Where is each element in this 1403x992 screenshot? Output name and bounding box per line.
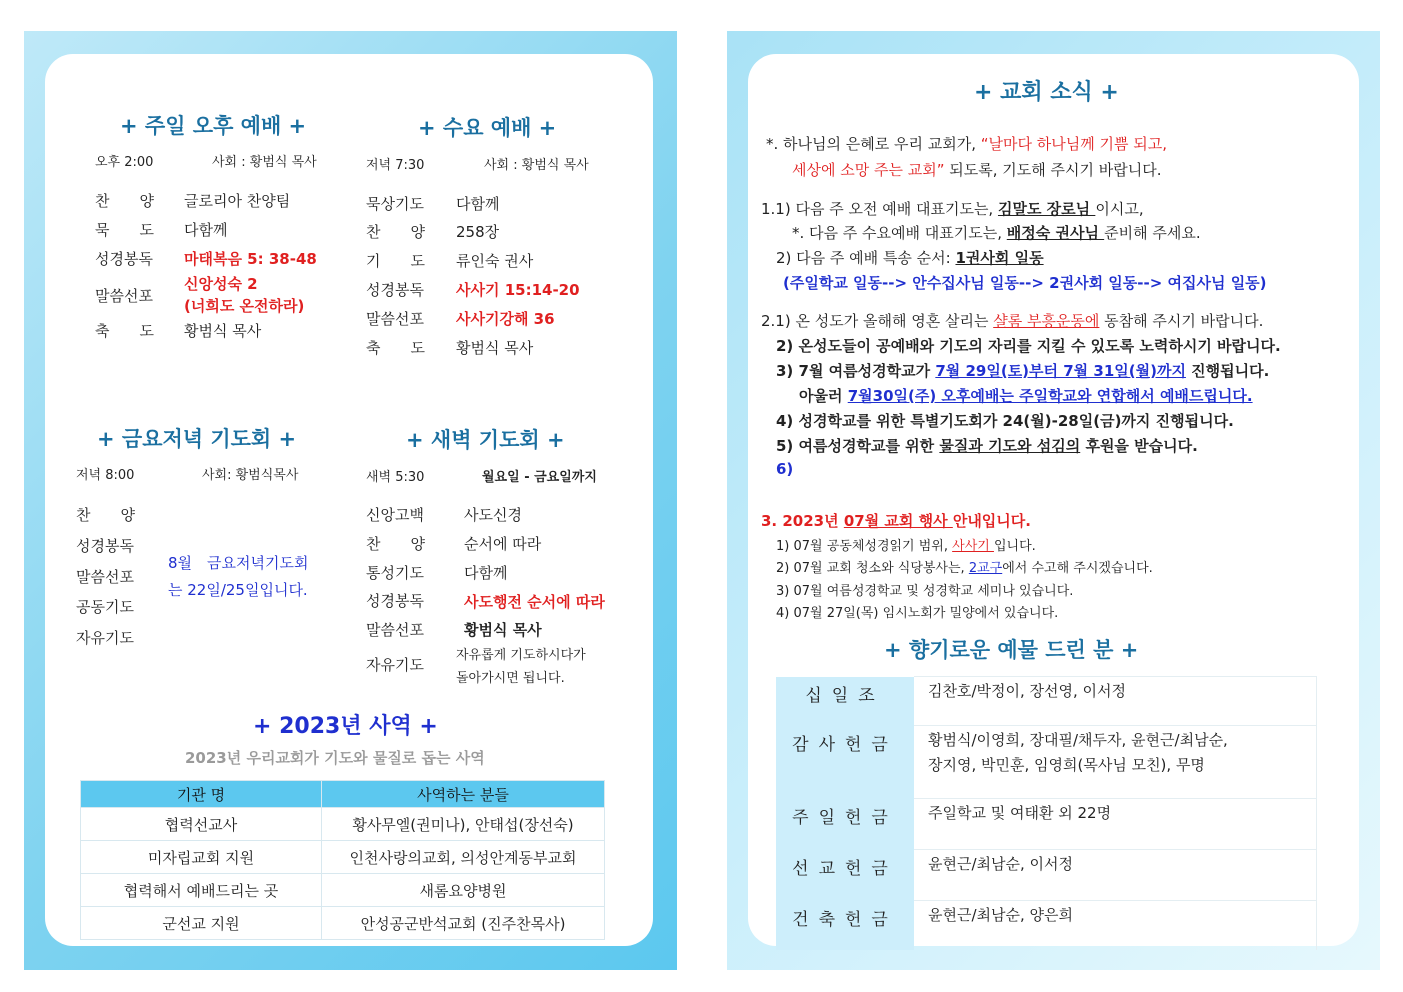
- offering-value: 김찬호/박정이, 장선영, 이서정: [914, 677, 1317, 726]
- offering-label: 감사헌금: [776, 726, 914, 799]
- sunday-value-2: 마태복음 5: 38-48: [184, 250, 317, 268]
- friday-note-line1: 8월 금요저녁기도회: [168, 554, 309, 572]
- intro-line1: *. 하나님의 은혜로 우리 교회가, “날마다 하나님께 기쁨 되고,: [766, 135, 1167, 153]
- mission-people: 황사무엘(권미나), 안태섭(장선숙): [322, 808, 605, 841]
- sunday-value-4: 황범식 목사: [184, 322, 262, 340]
- news-2-2: 2) 온성도들이 공예배와 기도의 자리를 지킬 수 있도록 노력하시기 바랍니다.: [776, 337, 1281, 355]
- sunday-value-0: 글로리아 찬양팀: [184, 192, 291, 210]
- dawn-label-4: 말씀선포: [366, 621, 424, 639]
- mission-header-row: [81, 781, 605, 808]
- table-row: [81, 874, 605, 907]
- mission-org: 군선교 지원: [81, 907, 322, 940]
- offering-value: 윤현근/최남순, 양은희: [914, 901, 1317, 950]
- church-news-title: + 교회 소식 +: [974, 80, 1119, 105]
- dawn-label-2: 통성기도: [366, 564, 424, 582]
- friday-label-3: 공동기도: [76, 598, 134, 616]
- mission-org: 협력해서 예배드리는 곳: [81, 874, 322, 907]
- dawn-value-3: 사도행전 순서에 따라: [464, 593, 605, 611]
- dawn-days: 월요일 - 금요일까지: [482, 470, 597, 485]
- dawn-value-4: 황범식 목사: [464, 621, 542, 639]
- news-2-4: 4) 성경학교를 위한 특별기도회가 24(월)-28일(금)까지 진행됩니다.: [776, 412, 1234, 430]
- news-2-3: 3) 7월 여름성경학교가 7월 29일(토)부터 7월 31일(월)까지 진행됩니다.: [776, 362, 1270, 380]
- friday-prayer-title: + 금요저녁 기도회 +: [97, 427, 297, 451]
- event-1: 1) 07월 공동체성경읽기 범위, 사사기 입니다.: [776, 539, 1036, 554]
- wednesday-value-2: 류인숙 권사: [456, 252, 534, 270]
- wednesday-label-1: 찬 양: [366, 223, 425, 241]
- dawn-label-3: 성경봉독: [366, 592, 424, 610]
- friday-label-2: 말씀선포: [76, 568, 134, 586]
- dawn-value-1: 순서에 따라: [464, 535, 542, 553]
- sunday-label-0: 찬 양: [95, 192, 154, 210]
- news-1-2: 2) 다음 주 예배 특송 순서: 1권사회 일동: [776, 249, 1044, 267]
- events-title: 3. 2023년 07월 교회 행사 안내입니다.: [761, 512, 1031, 530]
- sunday-value-3b: (너희도 온전하라): [184, 297, 305, 315]
- offering-label: 선교헌금: [776, 850, 914, 901]
- friday-label-1: 성경봉독: [76, 537, 134, 555]
- sunday-label-3: 말씀선포: [95, 287, 153, 305]
- friday-time: 저녁 8:00: [76, 468, 135, 483]
- wednesday-value-5: 황범식 목사: [456, 339, 534, 357]
- dawn-time: 새벽 5:30: [366, 470, 425, 485]
- offering-label: 건축헌금: [776, 901, 914, 950]
- wednesday-host: 사회 : 황범식 목사: [484, 158, 589, 173]
- event-4: 4) 07월 27일(목) 임시노회가 밀양에서 있습니다.: [776, 606, 1059, 621]
- intro-line2: 세상에 소망 주는 교회” 되도록, 기도해 주시기 바랍니다.: [792, 161, 1162, 179]
- dawn-label-1: 찬 양: [366, 535, 425, 553]
- mission-table: [80, 780, 605, 940]
- offering-label: 십일조: [776, 677, 914, 726]
- table-row: [776, 726, 1317, 799]
- offering-value: 황범식/이영희, 장대필/채두자, 윤현근/최남순, 장지영, 박민훈, 임영희(목사님 모친), 무명: [914, 726, 1317, 799]
- wednesday-service-title: + 수요 예배 +: [418, 116, 557, 140]
- wednesday-value-1: 258장: [456, 223, 500, 241]
- wednesday-value-0: 다함께: [456, 195, 500, 213]
- table-row: [776, 901, 1317, 950]
- offering-value: 윤현근/최남순, 이서정: [914, 850, 1317, 901]
- news-2-3-joint: 아울러 7월30일(주) 오후예배는 주일학교와 연합해서 예배드립니다.: [799, 387, 1253, 405]
- friday-label-4: 자유기도: [76, 629, 134, 647]
- sunday-value-1: 다함께: [184, 221, 228, 239]
- sunday-label-4: 축 도: [95, 322, 154, 340]
- sunday-service-title: + 주일 오후 예배 +: [120, 114, 307, 138]
- offering-value: 주일학교 및 여태환 외 22명: [914, 799, 1317, 850]
- news-1-1-wed: *. 다음 주 수요예배 대표기도는, 배정숙 권사님 준비해 주세요.: [792, 224, 1201, 242]
- mission-title: + 2023년 사역 +: [253, 714, 438, 739]
- dawn-label-0: 신앙고백: [366, 506, 424, 524]
- mission-subtitle: 2023년 우리교회가 기도와 물질로 돕는 사역: [185, 749, 485, 767]
- table-row: [81, 841, 605, 874]
- offering-label: 주일헌금: [776, 799, 914, 850]
- offering-table: [776, 676, 1317, 950]
- dawn-value-2: 다함께: [464, 564, 508, 582]
- wednesday-label-2: 기 도: [366, 252, 425, 270]
- friday-label-0: 찬 양: [76, 506, 135, 524]
- mission-org: 미자립교회 지원: [81, 841, 322, 874]
- sunday-host: 사회 : 황범식 목사: [212, 155, 317, 170]
- friday-note-line2: 는 22일/25일입니다.: [168, 581, 308, 599]
- sunday-label-2: 성경봉독: [95, 250, 153, 268]
- wednesday-label-3: 성경봉독: [366, 281, 424, 299]
- news-2-5: 5) 여름성경학교를 위한 물질과 기도와 섬김의 후원을 받습니다.: [776, 437, 1198, 455]
- mission-org: 협력선교사: [81, 808, 322, 841]
- news-1-1: 1.1) 다음 주 오전 예배 대표기도는, 김말도 장로님 이시고,: [761, 200, 1144, 218]
- dawn-value-5: 자유롭게 기도하시다가: [456, 648, 586, 663]
- news-2-1: 2.1) 온 성도가 올해해 영혼 살리는 샬롬 부흥운동에 동참해 주시기 바랍니다.: [761, 312, 1264, 330]
- table-row: [776, 799, 1317, 850]
- dawn-label-5: 자유기도: [366, 656, 424, 674]
- event-2: 2) 07월 교회 청소와 식당봉사는, 2교구에서 수고해 주시겠습니다.: [776, 561, 1153, 576]
- dawn-value-0: 사도신경: [464, 506, 522, 524]
- table-row: [776, 850, 1317, 901]
- wednesday-value-4: 사사기강해 36: [456, 310, 555, 328]
- mission-people: 안성공군반석교회 (진주찬목사): [322, 907, 605, 940]
- mission-header-org: 기관 명: [81, 781, 322, 808]
- sunday-value-3: 신앙성숙 2: [184, 275, 258, 293]
- wednesday-label-4: 말씀선포: [366, 310, 424, 328]
- sunday-time: 오후 2:00: [95, 155, 154, 170]
- wednesday-time: 저녁 7:30: [366, 158, 425, 173]
- wednesday-label-5: 축 도: [366, 339, 425, 357]
- event-3: 3) 07월 여름성경학교 및 성경학교 세미나 있습니다.: [776, 584, 1074, 599]
- wednesday-value-3: 사사기 15:14-20: [456, 281, 580, 299]
- news-2-6: 6): [776, 460, 794, 478]
- mission-people: 인천사랑의교회, 의성안계동부교회: [322, 841, 605, 874]
- news-1-2-order: (주일학교 일동--> 안수집사님 일동--> 2권사회 일동--> 여집사님 일동): [783, 274, 1267, 292]
- dawn-prayer-title: + 새벽 기도회 +: [406, 428, 565, 452]
- mission-header-people: 사역하는 분들: [322, 781, 605, 808]
- sunday-label-1: 묵 도: [95, 221, 154, 239]
- friday-host: 사회: 황범식목사: [202, 468, 299, 483]
- table-row: [81, 808, 605, 841]
- table-row: [81, 907, 605, 940]
- mission-people: 새롬요양병원: [322, 874, 605, 907]
- wednesday-label-0: 묵상기도: [366, 195, 424, 213]
- offering-title: + 향기로운 예물 드린 분 +: [884, 638, 1139, 662]
- dawn-value-5b: 돌아가시면 됩니다.: [456, 671, 565, 686]
- table-row: [776, 677, 1317, 726]
